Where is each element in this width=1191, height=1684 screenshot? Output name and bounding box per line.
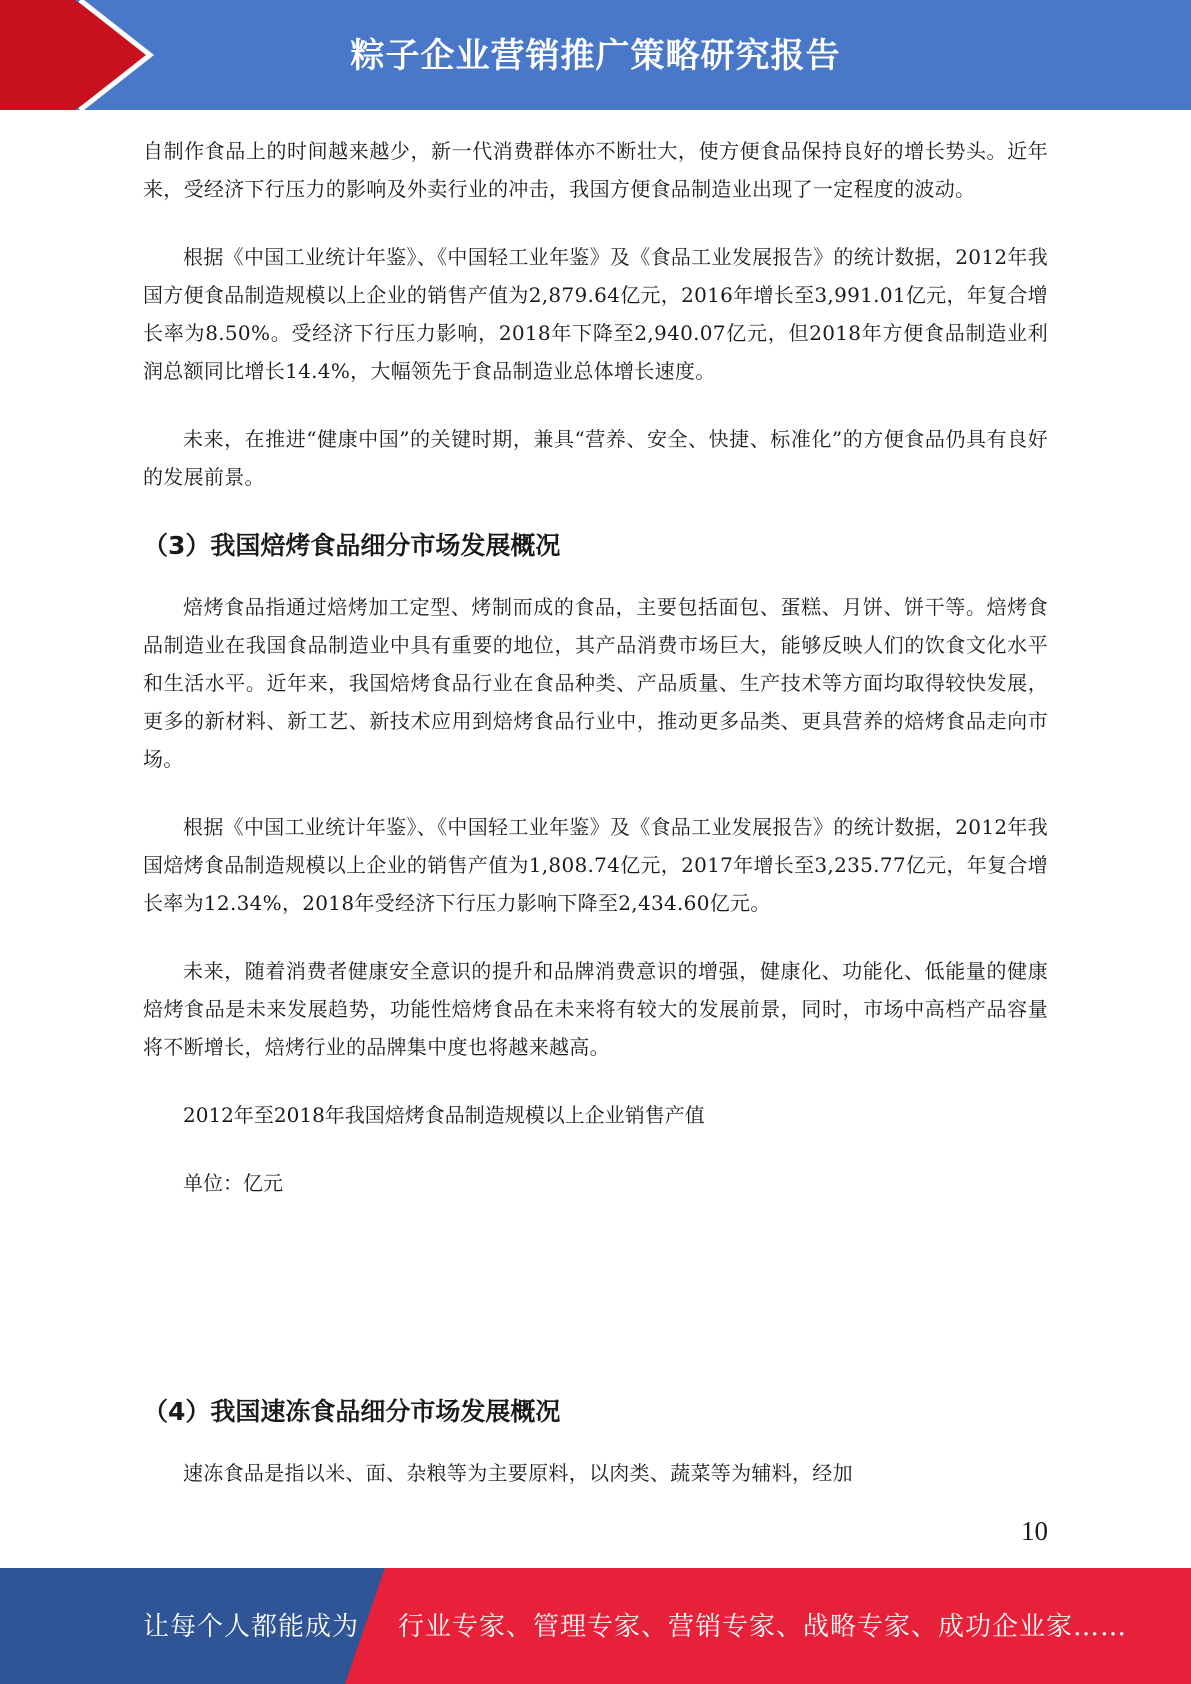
page-number: 10 xyxy=(1021,1516,1048,1546)
report-title: 粽子企业营销推广策略研究报告 xyxy=(350,36,841,76)
section-heading-frozen-food: （4）我国速冻食品细分市场发展概况 xyxy=(143,1397,561,1426)
main-content xyxy=(143,132,1048,1522)
chart-placeholder xyxy=(143,1232,1048,1382)
page-header xyxy=(0,0,1191,110)
chart-caption: 2012年至2018年我国焙烤食品制造规模以上企业销售产值 xyxy=(183,1103,705,1127)
footer-slogan-right: 行业专家、管理专家、营销专家、战略专家、成功企业家…… xyxy=(398,1612,1128,1642)
page-footer xyxy=(0,1568,1191,1684)
section-heading-bakery: （3）我国焙烤食品细分市场发展概况 xyxy=(143,531,561,560)
footer-slogan-left: 让每个人都能成为 xyxy=(143,1612,360,1642)
chart-unit: 单位：亿元 xyxy=(183,1171,283,1195)
paragraph-convenience-food-intro: 自制作食品上的时间越来越少，新一代消费群体亦不断壮大，使方便食品保持良好的增长势头。近年来，受经济下行压力的影响及外卖行业的冲击，我国方便食品制造业出现了一定程度的波动。 xyxy=(143,139,1048,201)
paragraph-bakery-intro: 焙烤食品指通过焙烤加工定型、烤制而成的食品，主要包括面包、蛋糕、月饼、饼干等。焙烤食品制造业在我国食品制造业中具有重要的地位，其产品消费市场巨大，能够反映人们的饮食文化水平和生活水平。近年来，我国焙烤食品行业在食品种类、产品质量、生产技术等方面均取得较快发展，更多的新材料、新工艺、新技术应用到焙烤食品行业中，推动更多品类、更具营养的焙烤食品走向市场。 xyxy=(143,595,1048,771)
paragraph-frozen-food-intro: 速冻食品是指以米、面、杂粮等为主要原料，以肉类、蔬菜等为辅料，经加 xyxy=(183,1461,853,1485)
paragraph-bakery-outlook: 未来，随着消费者健康安全意识的提升和品牌消费意识的增强，健康化、功能化、低能量的健康焙烤食品是未来发展趋势，功能性焙烤食品在未来将有较大的发展前景，同时，市场中高档产品容量将不断增长，焙烤行业的品牌集中度也将越来越高。 xyxy=(143,959,1048,1059)
paragraph-convenience-food-outlook: 未来，在推进“健康中国”的关键时期，兼具“营养、安全、快捷、标准化”的方便食品仍具有良好的发展前景。 xyxy=(143,427,1048,489)
paragraph-convenience-food-stats: 根据《中国工业统计年鉴》、《中国轻工业年鉴》及《食品工业发展报告》的统计数据，2012年我国方便食品制造规模以上企业的销售产值为2,879.64亿元，2016年增长至3,991.01亿元，年复合增长率为8.50%。受经济下行压力影响，2018年下降至2,940.07亿元，但2018年方便食品制造业利润总额同比增长14.4%，大幅领先于食品制造业总体增长速度。 xyxy=(143,245,1048,383)
paragraph-bakery-stats: 根据《中国工业统计年鉴》、《中国轻工业年鉴》及《食品工业发展报告》的统计数据，2012年我国焙烤食品制造规模以上企业的销售产值为1,808.74亿元，2017年增长至3,235.77亿元，年复合增长率为12.34%，2018年受经济下行压力影响下降至2,434.60亿元。 xyxy=(143,815,1048,915)
